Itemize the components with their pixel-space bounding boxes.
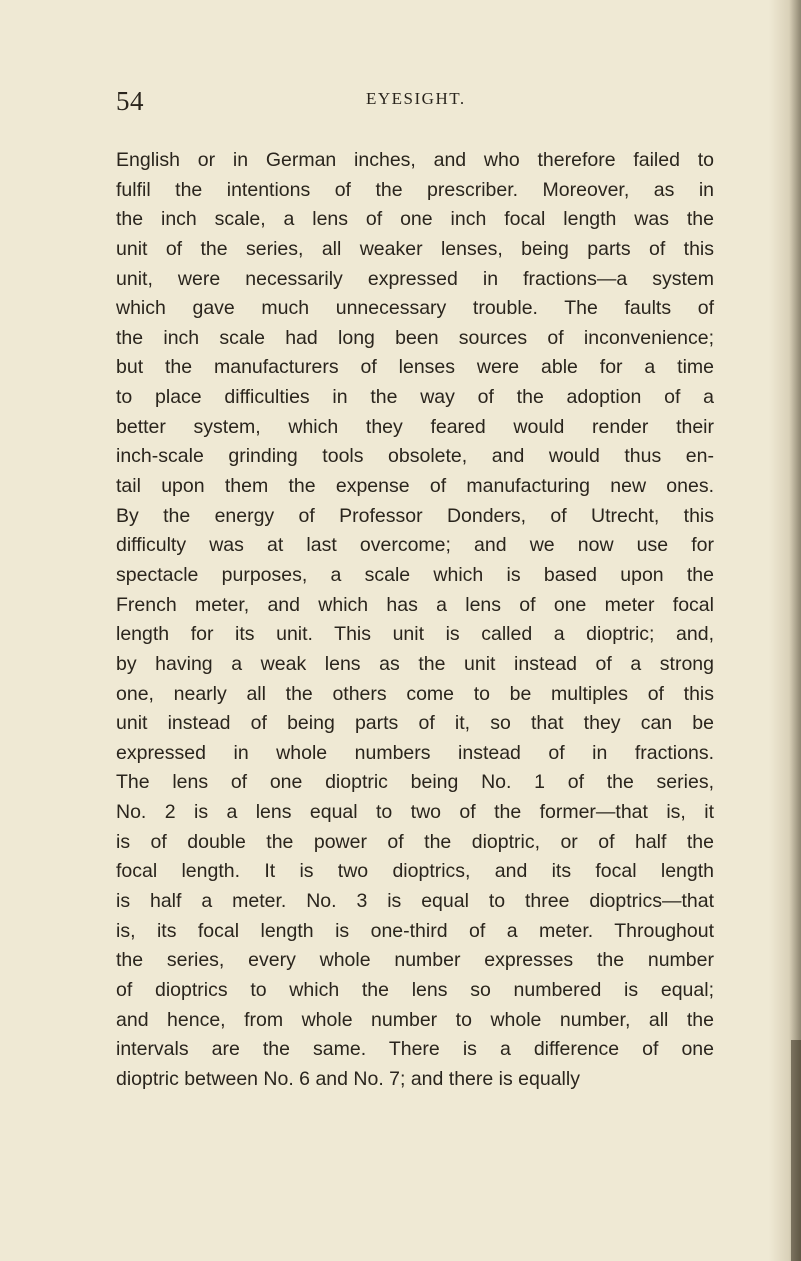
body-text <box>116 146 714 1095</box>
text-line: length for its unit. This unit is called a dioptric; and, <box>116 623 714 646</box>
text-line: the inch scale had long been sources of inconvenience; <box>116 326 714 349</box>
text-line: French meter, and which has a lens of one meter focal <box>116 593 714 616</box>
text-line: by having a weak lens as the unit instead of a strong <box>116 652 714 675</box>
text-line: is half a meter. No. 3 is equal to three dioptrics—that <box>116 890 714 913</box>
text-line: fulfil the intentions of the prescriber. Moreover, as in <box>116 178 714 201</box>
text-line: the series, every whole number expresses the number <box>116 949 714 972</box>
text-line: tail upon them the expense of manufacturing new ones. <box>116 475 714 498</box>
text-line: unit, were necessarily expressed in fractions—a system <box>116 267 714 290</box>
text-line: By the energy of Professor Donders, of Utrecht, this <box>116 504 714 527</box>
text-line: English or in German inches, and who therefore failed to <box>116 149 714 171</box>
text-line: No. 2 is a lens equal to two of the former—that is, it <box>116 801 714 824</box>
text-line: is of double the power of the dioptric, or of half the <box>116 830 714 853</box>
running-title: EYESIGHT. <box>366 89 466 108</box>
text-line: better system, which they feared would render their <box>116 415 714 438</box>
page-number: 54 <box>116 86 144 116</box>
text-line: is, its focal length is one-third of a meter. Throughout <box>116 919 714 942</box>
text-line: one, nearly all the others come to be multiples of this <box>116 682 714 705</box>
text-line: of dioptrics to which the lens so numbered is equal; <box>116 978 714 1001</box>
text-line: which gave much unnecessary trouble. The faults of <box>116 297 714 320</box>
text-line: intervals are the same. There is a difference of one <box>116 1038 714 1061</box>
text-line: expressed in whole numbers instead of in fractions. <box>116 741 714 764</box>
page-edge-shadow <box>791 1040 801 1261</box>
text-line: spectacle purposes, a scale which is based upon the <box>116 563 714 586</box>
text-line: difficulty was at last overcome; and we now use for <box>116 534 714 557</box>
text-line: inch-scale grinding tools obsolete, and would thus en- <box>116 445 714 468</box>
text-line: unit of the series, all weaker lenses, being parts of this <box>116 237 714 260</box>
text-line: focal length. It is two dioptrics, and its focal length <box>116 860 714 883</box>
page-header <box>116 86 716 116</box>
text-line: The lens of one dioptric being No. 1 of the series, <box>116 771 714 794</box>
text-line: dioptric between No. 6 and No. 7; and there is equally <box>116 1067 580 1090</box>
text-line: but the manufacturers of lenses were able for a time <box>116 356 714 379</box>
text-line: the inch scale, a lens of one inch focal length was the <box>116 208 714 231</box>
text-line: to place difficulties in the way of the adoption of a <box>116 386 714 409</box>
text-line: and hence, from whole number to whole number, all the <box>116 1008 714 1031</box>
text-line: unit instead of being parts of it, so that they can be <box>116 712 714 735</box>
